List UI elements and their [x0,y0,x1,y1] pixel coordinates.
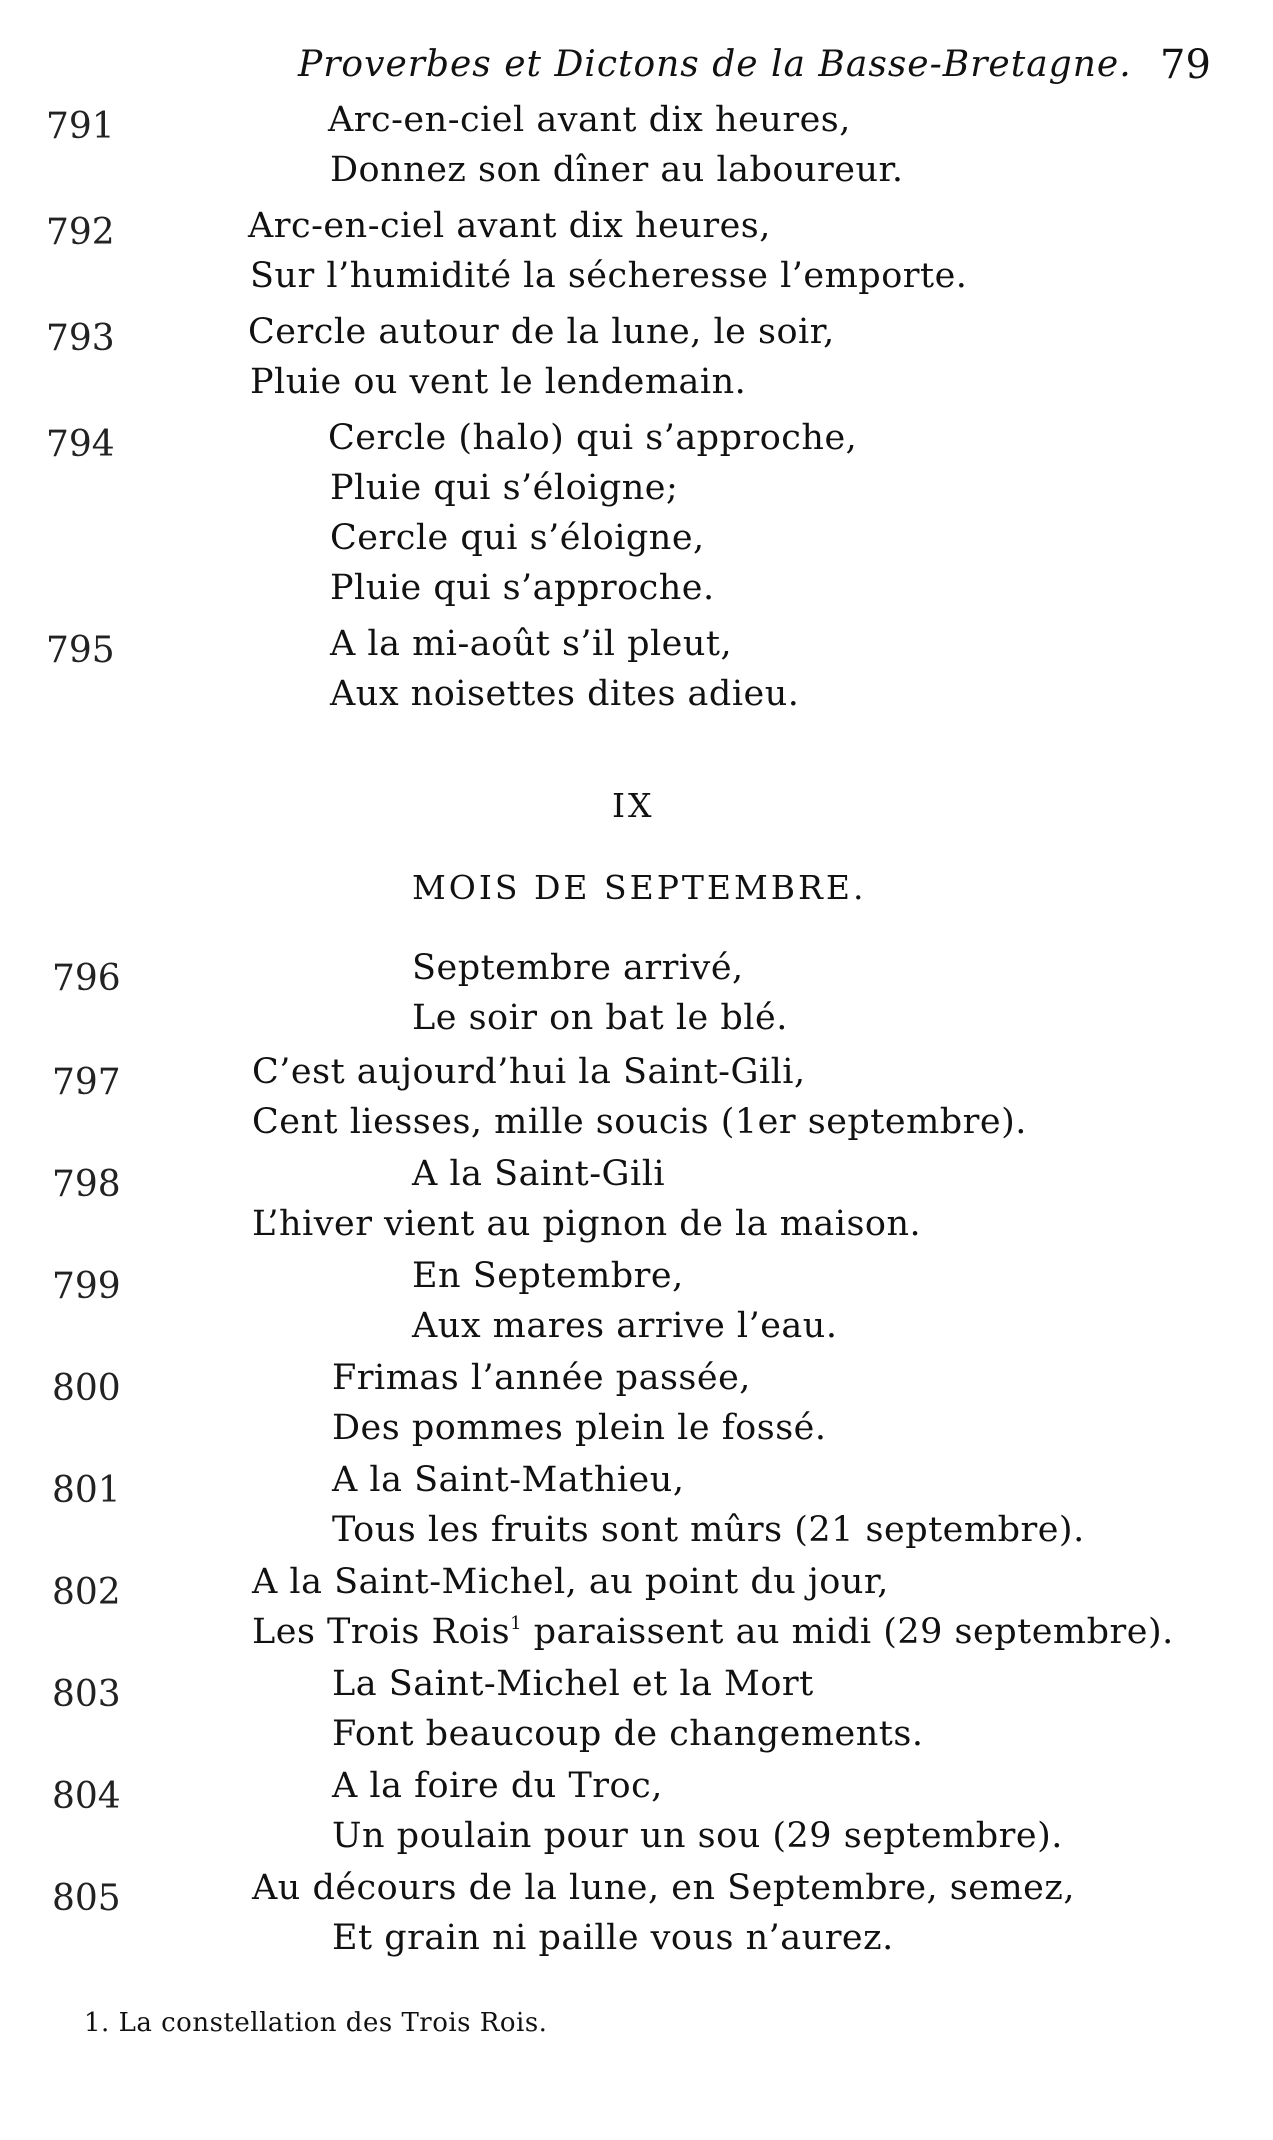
section-numeral: IX [612,786,655,825]
footnote-text: La constellation des Trois Rois. [118,2008,548,2038]
proverb-line: Arc-en-ciel avant dix heures, [328,100,851,140]
footnote-number: 1. [84,2008,110,2038]
proverb-line: Aux noisettes dites adieu. [330,674,800,714]
proverb-line: A la foire du Troc, [332,1766,663,1806]
proverb-line: A la mi-août s’il pleut, [330,624,733,664]
proverb-line: En Septembre, [412,1256,684,1296]
footnote [84,2008,547,2038]
entry-number: 791 [46,106,115,147]
proverb-line: Donnez son dîner au laboureur. [330,150,904,190]
entry-number: 795 [46,630,115,671]
entry-number: 801 [52,1470,121,1511]
proverb-line: Sur l’humidité la sécheresse l’emporte. [250,256,968,296]
section-title: MOIS DE SEPTEMBRE. [412,868,867,907]
entry-number: 804 [52,1776,121,1817]
proverb-line: Arc-en-ciel avant dix heures, [248,206,771,246]
proverb-line: Cercle autour de la lune, le soir, [248,312,835,352]
proverb-line: Cent liesses, mille soucis (1er septembre). [252,1102,1027,1142]
entry-number: 798 [52,1164,121,1205]
proverb-line: A la Saint-Michel, au point du jour, [252,1562,889,1602]
proverb-line: Des pommes plein le fossé. [332,1408,827,1448]
entry-number: 803 [52,1674,121,1715]
proverb-line: Septembre arrivé, [412,948,744,988]
proverb-line: Au décours de la lune, en Septembre, semez, [252,1868,1075,1908]
proverb-line: A la Saint-Gili [412,1154,666,1194]
entry-number: 802 [52,1572,121,1613]
entry-number: 792 [46,212,115,253]
proverb-line: Cercle qui s’éloigne, [330,518,705,558]
proverb-line: L’hiver vient au pignon de la maison. [252,1204,922,1244]
proverb-line: Pluie ou vent le lendemain. [250,362,747,402]
page-number: 79 [1160,42,1211,88]
proverb-line-prefix: Les Trois Rois [252,1612,511,1652]
entry-number: 793 [46,318,115,359]
entry-number: 796 [52,958,121,999]
entry-number: 805 [52,1878,121,1919]
proverb-line: Frimas l’année passée, [332,1358,751,1398]
proverb-line: Cercle (halo) qui s’approche, [328,418,858,458]
footnote-marker: 1 [510,1613,523,1634]
running-title: Proverbes et Dictons de la Basse-Bretagne. [298,44,1132,85]
proverb-line: Et grain ni paille vous n’aurez. [332,1918,894,1958]
proverb-line: Un poulain pour un sou (29 septembre). [332,1816,1063,1856]
entry-number: 799 [52,1266,121,1307]
proverb-line: Aux mares arrive l’eau. [412,1306,838,1346]
proverb-line-rest: paraissent au midi (29 septembre). [533,1612,1174,1652]
proverb-line: La Saint-Michel et la Mort [332,1664,814,1704]
entry-number: 794 [46,424,115,465]
entry-number: 797 [52,1062,121,1103]
proverb-line: Font beaucoup de changements. [332,1714,924,1754]
proverb-line: Le soir on bat le blé. [412,998,788,1038]
proverb-line: C’est aujourd’hui la Saint-Gili, [252,1052,806,1092]
proverb-line: Tous les fruits sont mûrs (21 septembre). [332,1510,1085,1550]
proverb-line: A la Saint-Mathieu, [332,1460,685,1500]
proverb-line [252,1612,1174,1652]
proverb-line: Pluie qui s’approche. [330,568,715,608]
entry-number: 800 [52,1368,121,1409]
proverb-line: Pluie qui s’éloigne; [330,468,679,508]
